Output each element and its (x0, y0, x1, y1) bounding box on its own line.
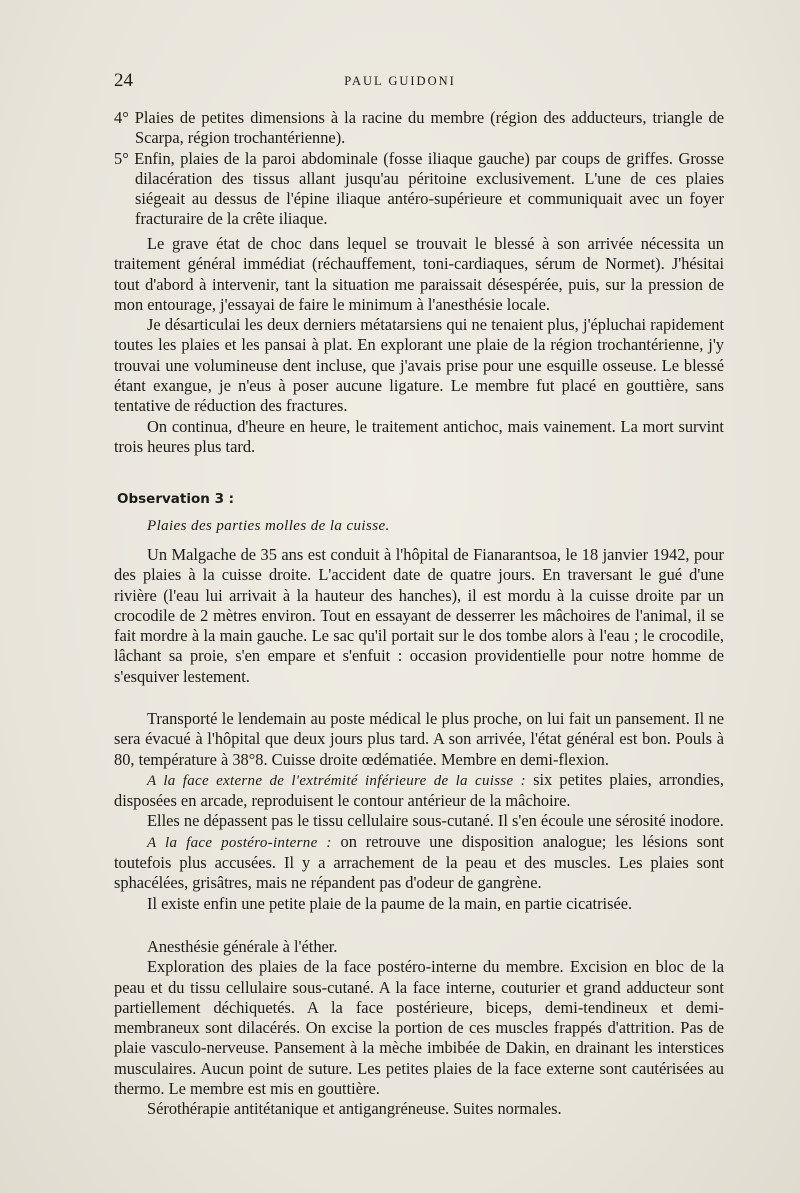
page-number: 24 (114, 70, 133, 91)
postero-internal-label: A la face postéro-interne : (147, 834, 332, 851)
external-face-text: six petites plaies, arrondies, disposées en arcade, reproduisent le contour antérieur de la mâchoire. (114, 769, 724, 811)
paragraph-history: Un Malgache de 35 ans est conduit à l'hôpital de Fianarantsoa, le 18 janvier 1942, pour des plaies à la cuisse droite. L'accident date de quatre jours. En traversant le gué d'une rivière (l'eau lui arrivait à la hauteur des hanches), il est mordu à la cuisse droite par un crocodile de 2 mètres environ. Tout en essayant de desserrer les mâchoires de l'animal, il se fait mordre à la main gauche. Le sac qu'il portait sur le dos tombe alors à l'eau ; le crocodile, lâchant sa proie, s'en empare et s'enfuit : occasion providentielle pour notre homme de s'esquiver lestement. (114, 545, 724, 686)
paragraph-hand: Il existe enfin une petite plaie de la paume de la main, en partie cicatrisée. (147, 893, 633, 913)
paragraph-depth: Elles ne dépassent pas le tissu cellulaire sous-cutané. Il s'en écoule une sérosité inodore. (147, 811, 724, 831)
observation-history (114, 545, 724, 687)
postero-internal-text: on retrouve une disposition analogue; les lésions sont toutefois plus accusées. Il y a arrachement de la peau et des muscles. Les plaies sont sphacélées, grisâtres, mais ne répandent pas d'odeur de gangrène. (114, 831, 724, 893)
paragraph-admission: Transporté le lendemain au poste médical le plus proche, on lui fait un pansement. Il ne sera évacué à l'hôpital que deux jours plus tard. A son arrivée, l'état général est bon. Pouls à 80, température à 38°8. Cuisse droite œdématiée. Membre en demi-flexion. (114, 709, 724, 769)
observation-heading: Observation 3 : (117, 491, 235, 507)
running-title: PAUL GUIDONI (344, 74, 456, 88)
list-item-5: 5° Enfin, plaies de la paroi abdominale (fosse iliaque gauche) par coups de griffes. Grosse dilacération des tissus allant jusqu'au péritoine exclusivement. L'une de ces plaies siégeait au dessus de l'épine iliaque antéro-supérieure et communiquait avec un foyer fracturaire de la crête iliaque. (114, 148, 724, 229)
observation-exam (114, 709, 724, 914)
paragraph-anesthesia: Anesthésie générale à l'éther. (147, 937, 338, 956)
external-face-label: A la face externe de l'extrémité inférieure de la cuisse : (147, 772, 526, 789)
paragraph-shock: Le grave état de choc dans lequel se trouvait le blessé à son arrivée nécessita un traitement général immédiat (réchauffement, toni-cardiaques, sérum de Normet). J'hésitai tout d'abord à intervenir, tant la situation me paraissait désespérée, puis, sur la pression de mon entourage, j'essayai de faire le minimum à l'anesthésie locale. (114, 234, 724, 314)
paragraph-serotherapy: Sérothérapie antitétanique et antigangréneuse. Suites normales. (147, 1099, 562, 1119)
paragraph-surgery: Je désarticulai les deux derniers métatarsiens qui ne tenaient plus, j'épluchai rapidement toutes les plaies et les pansai à plat. En explorant une plaie de la région trochantérienne, j'y trouvai une volumineuse dent incluse, que j'avais prise pour une esquille osseuse. Le blessé étant exangue, je n'eus à poser aucune ligature. Le membre fut placé en gouttière, sans tentative de réduction des fractures. (114, 315, 724, 416)
paragraph-outcome: On continua, d'heure en heure, le traitement antichoc, mais vainement. La mort survint trois heures plus tard. (114, 416, 724, 456)
treatment (114, 937, 724, 1120)
paragraph-postero-internal (114, 832, 724, 894)
list-continuation (114, 108, 724, 230)
paragraph-external-face (114, 770, 724, 812)
paragraph-exploration: Exploration des plaies de la face postéro-interne du membre. Excision en bloc de la peau et du tissu cellulaire sous-cutané. A la face interne, couturier et grand adducteur sont partiellement déchiquetés. A la face postérieure, biceps, demi-tendineux et demi-membraneux sont dilacérés. On excise la portion de ces muscles frappés d'attrition. Pas de plaie vasculo-nerveuse. Pansement à la mèche imbibée de Dakin, en drainant les interstices musculaires. Aucun point de suture. Les petites plaies de la face externe sont cautérisées au thermo. Le membre est mis en gouttière. (114, 957, 724, 1099)
observation-subtitle: Plaies des parties molles de la cuisse. (147, 518, 390, 534)
case-narrative (114, 234, 724, 457)
list-item-4: 4° Plaies de petites dimensions à la racine du membre (région des adducteurs, triangle de Scarpa, région trochantérienne). (114, 108, 724, 148)
